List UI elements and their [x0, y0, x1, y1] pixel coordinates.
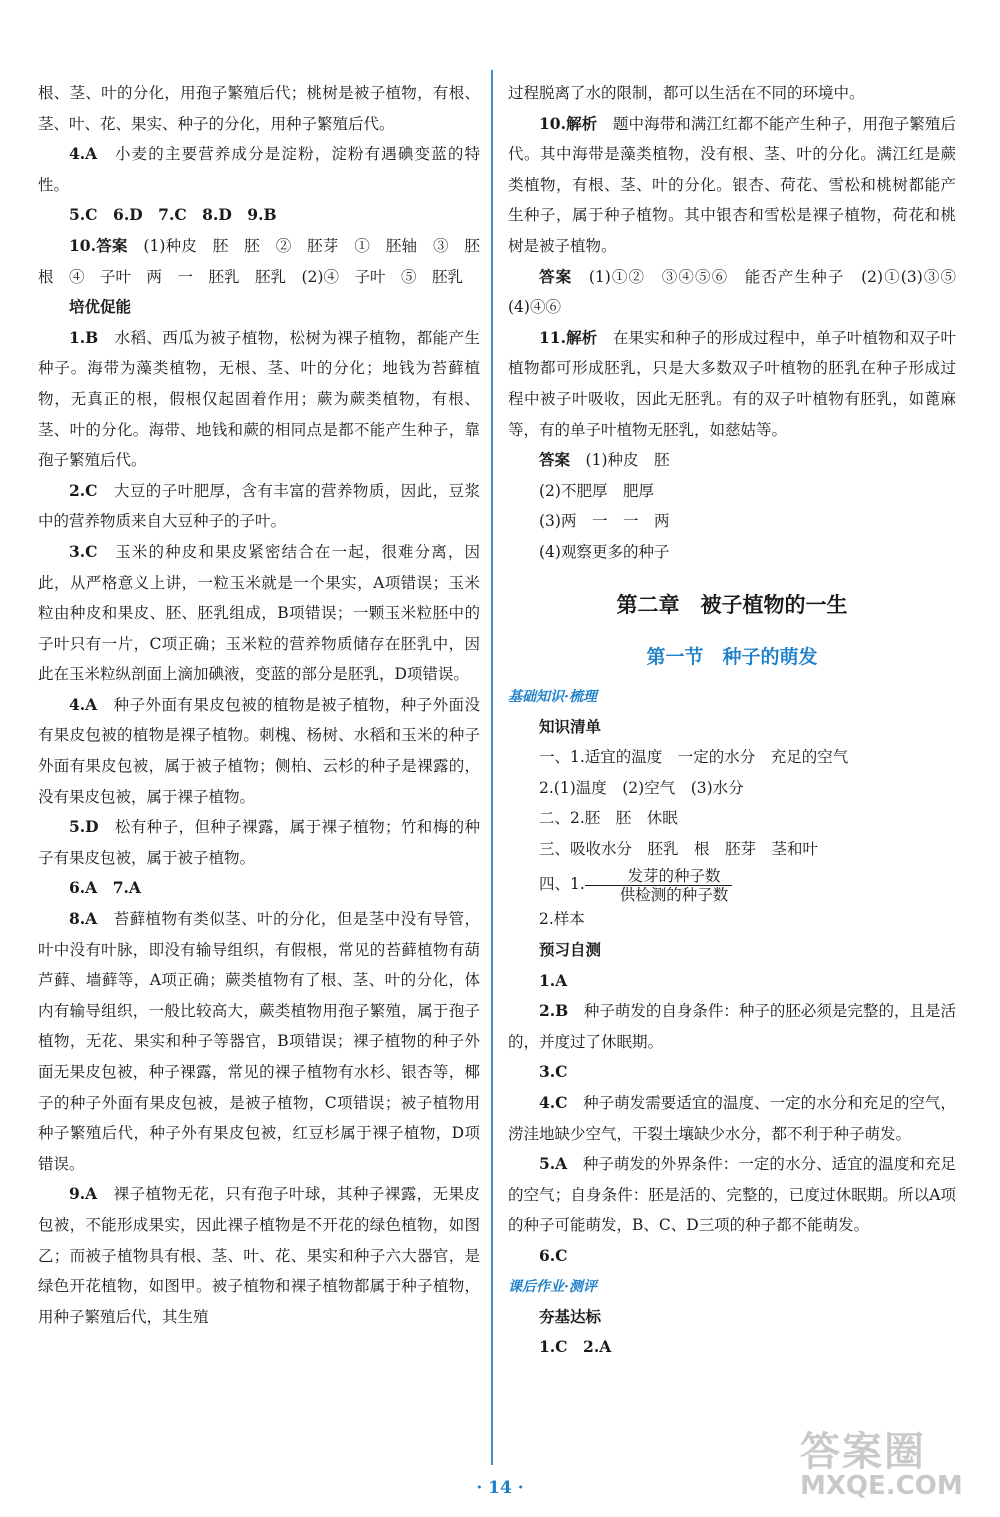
preview-item: 2.B 种子萌发的自身条件：种子的胚必须是完整的，且是活的，并度过了休眠期。 [508, 1001, 956, 1051]
sub-preview-test: 预习自测 [539, 940, 602, 960]
column-divider [491, 70, 493, 1465]
knowledge-line: 二、2.胚 胚 休眠 [539, 809, 678, 828]
tag-basic-knowledge: 基础知识·梳理 [508, 688, 597, 705]
chapter-title: 第二章 被子植物的一生 [616, 591, 848, 617]
preview-item: 6.C [539, 1246, 568, 1265]
left-p7: 3.C 玉米的种皮和果皮紧密结合在一起，很难分离，因此，从严格意义上讲，一粒玉米就是一个果实，A项错误；玉米粒由种皮和果皮、胚、胚乳组成，B项错误；一颗玉米粒胚中的子叶只有一片，C项正确；玉米粒的营养物质储存在胚乳中，因此在玉米粒纵剖面上滴加碘液，变蓝的部分是胚乳，D项错误。 [38, 541, 480, 684]
left-p8: 4.A 种子外面有果皮包被的植物是被子植物，种子外面没有果皮包被的植物是裸子植物。刺槐、杨树、水稻和玉米的种子外面有果皮包被，属于被子植物；侧柏、云杉的种子是裸露的，没有果皮包被，属于裸子植物。 [38, 694, 480, 806]
left-p0: 根、茎、叶的分化，用孢子繁殖后代；桃树是被子植物，有根、茎、叶、花、果实、种子的分化，用种子繁殖后代。 [38, 84, 480, 133]
left-p12: 9.A 裸子植物无花，只有孢子叶球，其种子裸露，无果皮包被，不能形成果实，因此裸子植物是不开花的绿色植物，如图乙；而被子植物具有根、茎、叶、花、果实和种子六大器官，是绿色开花植物，如图甲。被子植物和裸子植物都属于种子植物，用种子繁殖后代，其生殖 [38, 1184, 480, 1326]
formula-line [508, 864, 956, 904]
knowledge-line: 2.(1)温度 (2)空气 (3)水分 [539, 778, 744, 797]
knowledge-line: 三、吸收水分 胚乳 根 胚芽 茎和叶 [539, 839, 819, 858]
right-p3: 11.解析 在果实和种子的形成过程中，单子叶植物和双子叶植物都可形成胚乳，只是大多数双子叶植物的胚乳在种子形成过程中被子叶吸收，因此无胚乳。有的双子叶植物有胚乳，如蓖麻等，有的单子叶植物无胚乳，如慈姑等。 [508, 327, 956, 439]
preview-item: 3.C [539, 1062, 568, 1082]
knowledge-line: 2.样本 [539, 910, 585, 929]
left-p2: 5.C 6.D 7.C 8.D 9.B [69, 205, 277, 225]
page-number: · 14 · [476, 1478, 524, 1498]
left-p3: 10.答案 (1)种皮 胚 胚 ② 胚芽 ① 胚轴 ③ 胚根 ④ 子叶 两 一 胚乳 胚乳 (2)④ 子叶 ⑤ 胚乳 [38, 235, 480, 286]
right-column [508, 78, 972, 1363]
left-p5: 1.B 水稻、西瓜为被子植物，松树为裸子植物，都能产生种子。海带为藻类植物，无根、茎、叶的分化；地钱为苔藓植物，无真正的根，假根仅起固着作用；蕨为蕨类植物，有根、茎、叶的分化。海带、地钱和蕨的相同点是都不能产生种子，靠孢子繁殖后代。 [38, 327, 480, 470]
right-p1: 10.解析 题中海带和满江红都不能产生种子，用孢子繁殖后代。其中海带是藻类植物，没有根、茎、叶的分化。满江红是蕨类植物，有根、茎、叶的分化。银杏、荷花、雪松和桃树都能产生种子，属于种子植物。其中银杏和雪松是裸子植物，荷花和桃树是被子植物。 [508, 113, 956, 255]
left-p10: 6.A 7.A [69, 878, 141, 898]
left-p9: 5.D 松有种子，但种子裸露，属于裸子植物；竹和梅的种子有果皮包被，属于被子植物。 [38, 817, 480, 867]
left-p1: 4.A 小麦的主要营养成分是淀粉，淀粉有遇碘变蓝的特性。 [38, 144, 480, 194]
formula-prefix: 四、1. [539, 875, 585, 894]
watermark-text: 答案圈 [800, 1429, 926, 1475]
left-p11: 8.A 苔藓植物有类似茎、叶的分化，但是茎中没有导管，叶中没有叶脉，即没有输导组织，有假根，常见的苔藓植物有葫芦藓、墙藓等，A项正确；蕨类植物有了根、茎、叶的分化，体内有输导组织，一般比较高大，蕨类植物用孢子繁殖，属于孢子植物，无花、果实和种子等器官，B项错误；裸子植物的种子外面无果皮包被，种子裸露，常见的裸子植物有水杉、银杏等，椰子的种子外面有果皮包被，是被子植物，C项错误；被子植物用种子繁殖后代，种子外有果皮包被，红豆杉属于裸子植物，D项错误。 [38, 909, 480, 1173]
right-p4: 答案 (1)种皮 胚 [539, 450, 670, 470]
right-answer-line: (4)观察更多的种子 [539, 542, 670, 561]
right-answer-line: (2)不肥厚 肥厚 [539, 481, 654, 500]
knowledge-line: 一、1.适宜的温度 一定的水分 充足的空气 [539, 748, 849, 767]
fraction-denominator: 供检测的种子数 [619, 885, 729, 904]
preview-item: 5.A 种子萌发的外界条件：一定的水分、适宜的温度和充足的空气；自身条件：胚是活的、完整的，已度过休眠期。所以A项的种子可能萌发，B、C、D三项的种子都不能萌发。 [508, 1154, 956, 1235]
section-title: 第一节 种子的萌发 [646, 645, 818, 668]
germination-rate-fraction [585, 867, 733, 904]
sub-knowledge-list: 知识清单 [539, 716, 602, 736]
tag-homework: 课后作业·测评 [508, 1278, 597, 1295]
watermark-url: MXQE.COM [800, 1471, 963, 1501]
preview-item: 4.C 种子萌发需要适宜的温度、一定的水分和充足的空气，涝洼地缺少空气，干裂土壤缺少水分，都不利于种子萌发。 [508, 1093, 956, 1143]
right-p0: 过程脱离了水的限制，都可以生活在不同的环境中。 [508, 84, 865, 102]
fraction-numerator: 发芽的种子数 [585, 867, 733, 886]
left-heading-peiyou: 培优促能 [69, 297, 132, 317]
last-answers: 1.C 2.A [539, 1337, 612, 1357]
sub-basic-practice: 夯基达标 [539, 1306, 602, 1326]
left-column [38, 78, 480, 1332]
right-p2: 答案 (1)①② ③④⑤⑥ 能否产生种子 (2)①(3)③⑤ (4)④⑥ [508, 266, 972, 317]
preview-item: 1.A [539, 970, 568, 990]
left-p6: 2.C 大豆的子叶肥厚，含有丰富的营养物质，因此，豆浆中的营养物质来自大豆种子的子叶。 [38, 480, 480, 531]
right-answer-line: (3)两 一 一 两 [539, 512, 670, 531]
watermark-logo [800, 1420, 990, 1510]
